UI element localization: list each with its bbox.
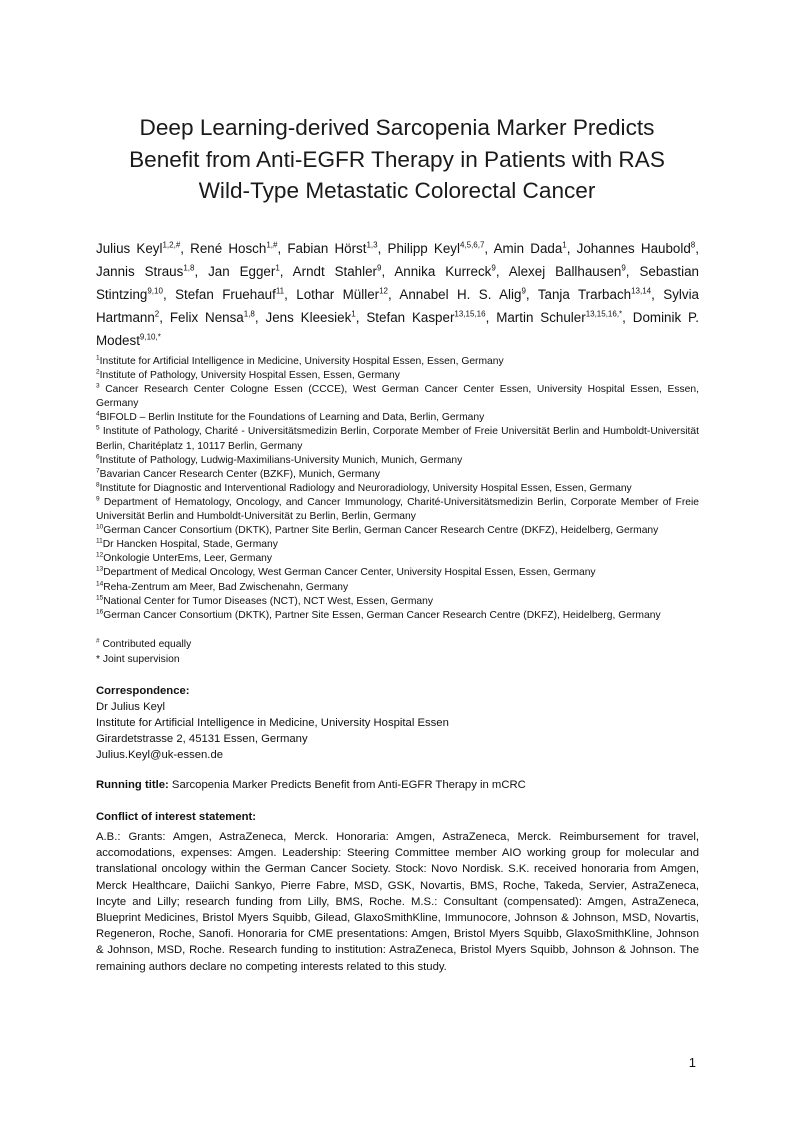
equal-contribution-text: Contributed equally [99, 639, 192, 650]
author-affiliation-marks: 1,8 [243, 309, 255, 319]
title-line: Deep Learning-derived Sarcopenia Marker Predicts [139, 115, 655, 140]
author-affiliation-marks: 9 [621, 263, 626, 273]
author-name: Sebastian Stintzing [96, 263, 699, 302]
title-line: Wild-Type Metastatic Colorectal Cancer [198, 178, 596, 203]
correspondence-line: Girardetstrasse 2, 45131 Essen, Germany [96, 733, 308, 745]
affiliation-text: Cancer Research Center Cologne Essen (CCCE), West German Cancer Center Essen, University Hospital Essen, Essen, Germany [96, 384, 699, 410]
author [170, 310, 255, 325]
affiliation-text: Institute of Pathology, Charité - Universitätsmedizin Berlin, Corporate Member of Freie Universität Berlin and Humboldt-Universität Berlin, Charitéplatz 1, 10117 Berlin, Germany [96, 426, 699, 452]
author-name: Dominik P. Modest [96, 309, 699, 348]
affiliation [96, 496, 699, 524]
author-affiliation-marks: 11 [275, 286, 285, 296]
author-name: Martin Schuler [496, 309, 586, 325]
author [208, 264, 280, 279]
author-name: Jannis Straus [96, 263, 184, 279]
affiliation-number: 2 [96, 368, 100, 376]
running-title-text: Sarcopenia Marker Predicts Benefit from Anti-EGFR Therapy in mCRC [168, 779, 526, 791]
author [287, 241, 377, 256]
affiliation-number: 13 [96, 565, 104, 573]
affiliation [96, 468, 699, 482]
affiliation [96, 355, 699, 369]
affiliation-text: German Cancer Consortium (DKTK), Partner Site Essen, German Cancer Research Centre (DKFZ), Heidelberg, Germany [103, 609, 661, 621]
author-affiliation-marks: 1,3 [366, 240, 378, 250]
affiliation-text: Bavarian Cancer Research Center (BZKF), Munich, Germany [99, 468, 381, 480]
affiliation [96, 369, 699, 383]
affiliation-text: Institute of Pathology, University Hospital Essen, Essen, Germany [99, 370, 400, 382]
author [293, 264, 382, 279]
author-name: Philipp Keyl [387, 241, 460, 256]
affiliation [96, 411, 699, 425]
author-name: Amin Dada [493, 241, 563, 256]
affiliation [96, 552, 699, 566]
conflict-heading: Conflict of interest statement: [96, 811, 257, 823]
author-name: Sylvia Hartmann [96, 286, 699, 325]
affiliation-number: 12 [96, 551, 104, 559]
author-affiliation-marks: 1,8 [183, 263, 195, 273]
author [388, 241, 485, 256]
author [366, 310, 485, 325]
author-name: Jens Kleesiek [265, 309, 352, 325]
affiliation [96, 595, 699, 609]
affiliation-text: German Cancer Consortium (DKTK), Partner Site Berlin, German Cancer Research Centre (DKFZ), Heidelberg, Germany [103, 525, 659, 537]
affiliation [96, 524, 699, 538]
author-name: Julius Keyl [96, 241, 163, 256]
correspondence-line: Institute for Artificial Intelligence in Medicine, University Hospital Essen [96, 717, 449, 729]
affiliation-text: Department of Medical Oncology, West German Cancer Center, University Hospital Essen, Essen, Germany [103, 567, 596, 579]
affiliation [96, 425, 699, 453]
affiliation-text: Reha-Zentrum am Meer, Bad Zwischenahn, Germany [103, 581, 349, 593]
page-number: 1 [688, 1055, 696, 1070]
equal-contribution-note [96, 637, 699, 652]
author [577, 241, 696, 256]
title-line: Benefit from Anti-EGFR Therapy in Patients with RAS [129, 146, 665, 172]
author-name: Arndt Stahler [292, 263, 378, 279]
author-affiliation-marks: 1 [275, 263, 280, 273]
author [266, 310, 356, 325]
affiliation-number: 14 [96, 580, 104, 588]
affiliation-number: 8 [96, 481, 100, 489]
author-affiliation-marks: 13,14 [631, 286, 652, 296]
author [190, 241, 277, 256]
affiliation-number: 1 [96, 354, 100, 362]
author-name: Lothar Müller [296, 286, 380, 302]
author [509, 264, 626, 279]
author-name: Annabel H. S. Alig [399, 286, 522, 302]
affiliation-list [96, 355, 699, 623]
affiliation-text: Onkologie UnterEms, Leer, Germany [103, 553, 273, 565]
affiliation-number: 4 [96, 410, 100, 418]
affiliation-text: National Center for Tumor Diseases (NCT), NCT West, Essen, Germany [103, 595, 434, 607]
author-affiliation-marks: 2 [154, 309, 160, 319]
author-name: Alexej Ballhausen [508, 263, 622, 279]
author-name: Stefan Fruehauf [175, 286, 276, 302]
affiliation-number: 3 [96, 382, 100, 390]
author-name: Johannes Haubold [576, 241, 691, 256]
affiliation-text: Department of Hematology, Oncology, and Cancer Immunology, Charité-Universitätsmedizin Berlin, Corporate Member of Freie Universität Berlin and Humboldt-Universität zu Berlin, Berlin, Germany [96, 496, 699, 523]
author-affiliation-marks: 9 [521, 286, 526, 296]
affiliation-number: 10 [96, 523, 104, 531]
author-name: Felix Nensa [169, 309, 244, 325]
author [296, 287, 388, 302]
author-affiliation-marks: 9,10,* [139, 332, 161, 342]
affiliation [96, 383, 699, 411]
joint-supervision-note: * Joint supervision [96, 654, 180, 665]
author-affiliation-marks: 4,5,6,7 [459, 240, 485, 250]
author [96, 241, 180, 256]
affiliation [96, 609, 699, 623]
author-name: Fabian Hörst [287, 241, 367, 256]
author [394, 264, 495, 279]
author-affiliation-marks: 9 [377, 263, 382, 273]
author-name: Annika Kurreck [394, 263, 492, 279]
affiliation [96, 566, 699, 580]
affiliation [96, 482, 699, 496]
author-affiliation-marks: 1,# [266, 240, 278, 250]
author [538, 287, 651, 302]
affiliation [96, 454, 699, 468]
paper-title [60, 112, 734, 207]
affiliation-number: 6 [96, 453, 100, 461]
author-affiliation-marks: 8 [690, 240, 696, 250]
author-affiliation-marks: 1 [351, 309, 356, 319]
author-list: Julius Keyl$^{1,2,\#}$, René Hosch$^{1,\#}$, Fabian Hörst$^{1,3}$, Philipp Keyl$^{4,5,6,7}$, Amin Dada$^1$, Johannes Haubold$^8$, Jannis Straus$^{1,8}$, Jan Egger$^1$, Arndt Stahler$^9$, Annika Kurreck$^9$, Alexej Ballhausen$^9$, Sebastian Stintzing$^{9,10}$, Stefan Fruehauf$^{11}$, Lothar Müller$^{12}$, Annabel H. S. Alig$^9$, Tanja Trarbach$^{13,14}$, Sylvia Hartmann$^2$, Felix Nensa$^{1,8}$, Jens Kleesiek$^1$, Stefan Kasper$^{13,15,16}$, Martin Schuler$^{13,15,16,*}$, Dominik P. Modest$^{9,10,*}$ [96, 240, 699, 348]
affiliation-text: Dr Hancken Hospital, Stade, Germany [102, 539, 278, 551]
affiliation-number: 5 [96, 425, 100, 433]
author-affiliation-marks: 13,15,16 [454, 309, 486, 319]
author [494, 241, 567, 256]
affiliation-text: Institute of Pathology, Ludwig-Maximilians-University Munich, Munich, Germany [99, 454, 463, 466]
author-affiliation-marks: 1 [562, 240, 567, 250]
author-name: Jan Egger [208, 263, 276, 279]
author [175, 287, 284, 302]
author-affiliation-marks: 9 [491, 263, 496, 273]
author-affiliation-marks: 1,2,# [162, 240, 181, 250]
correspondence-heading: Correspondence: [96, 685, 190, 697]
affiliation-number: 15 [96, 594, 104, 602]
correspondence-email: Julius.Keyl@uk-essen.de [96, 749, 224, 761]
affiliation [96, 581, 699, 595]
affiliation-text: BIFOLD – Berlin Institute for the Foundations of Learning and Data, Berlin, Germany [99, 412, 485, 424]
conflict-statement: A.B.: Grants: Amgen, AstraZeneca, Merck. Honoraria: Amgen, AstraZeneca, Merck. Reimbursement for travel, accomodations, expenses: Amgen. Leadership: Steering Committee member AIO working group for molecular and translational oncology within the German Cancer Society. Stock: Novo Nordisk. S.K. received honoraria from Amgen, Merck Healthcare, Daiichi Sankyo, Pierre Fabre, MSD, GSK, Novartis, BMS, Roche, Takeda, Servier, AstraZeneca, Incyte and Lilly; research funding from Lilly, BMS, Roche. M.S.: Consultant (compensated): Amgen, AstraZeneca, Blueprint Medicines, Bristol Myers Squibb, Gilead, GlaxoSmithKline, Immunocore, Johnson & Johnson, MSD, Novartis, Regeneron, Roche, Sanofi. Honoraria for CME presentations: Amgen, Bristol Myers Squibb, GlaxoSmithKline, Johnson & Johnson, MSD, Roche. Research funding to institution: AstraZeneca, Bristol Myers Squibb, Johnson & Johnson. The remaining authors declare no competing interests related to this study. [96, 831, 699, 973]
affiliation [96, 538, 699, 552]
affiliation-number: 9 [96, 495, 100, 503]
correspondence-block [96, 683, 699, 763]
equal-symbol: # [96, 637, 100, 645]
author-affiliation-marks: 12 [379, 286, 389, 296]
running-title [96, 777, 699, 793]
running-title-heading: Running title: [96, 779, 169, 791]
affiliation-text: Institute for Diagnostic and Interventional Radiology and Neuroradiology, University Hospital Essen, Essen, Germany [99, 482, 632, 494]
author-name: Tanja Trarbach [537, 286, 632, 302]
affiliation-number: 16 [96, 608, 104, 616]
author-name: Stefan Kasper [366, 309, 455, 325]
affiliation-number: 7 [96, 467, 100, 475]
affiliation-number: 11 [96, 537, 103, 545]
author [496, 310, 622, 325]
affiliation-text: Institute for Artificial Intelligence in Medicine, University Hospital Essen, Essen, Germany [99, 356, 504, 367]
author [399, 287, 525, 302]
author-affiliation-marks: 13,15,16,* [585, 309, 623, 319]
author-affiliation-marks: 9,10 [147, 286, 163, 296]
author-name: René Hosch [190, 241, 267, 256]
author-notes [96, 637, 699, 667]
author [96, 264, 194, 279]
correspondence-line: Dr Julius Keyl [96, 701, 166, 713]
